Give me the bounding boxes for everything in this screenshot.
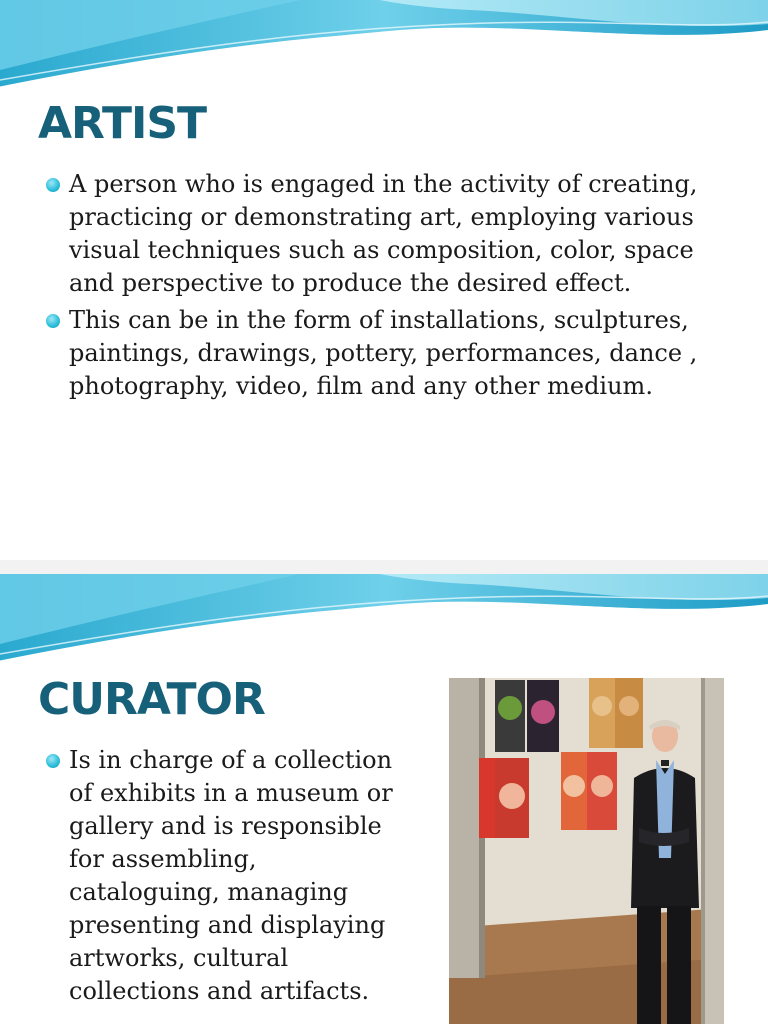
- bullet-item: [46, 168, 746, 300]
- bullet-icon: [46, 314, 60, 328]
- slide-title: ARTIST: [38, 98, 207, 149]
- bullet-item: [46, 744, 396, 1008]
- slide-curator: [0, 574, 768, 1024]
- wave-header-decoration: [0, 0, 768, 95]
- bullet-text: Is in charge of a collection of exhibits in a museum or gallery and is responsible for assembling, cataloguing, managing presenting and displaying artworks, cultural collections and artifacts.: [69, 746, 393, 1005]
- slide-separator: [0, 560, 768, 574]
- bullet-text: This can be in the form of installations, sculptures, paintings, drawings, pottery, performances, dance , photography, video, film and any other medium.: [69, 306, 698, 400]
- wave-header-decoration: [0, 574, 768, 669]
- bullet-icon: [46, 178, 60, 192]
- bullet-item: [46, 304, 746, 403]
- curator-photo: [449, 678, 724, 1024]
- bullet-list: [46, 744, 396, 1012]
- slide-title: CURATOR: [38, 674, 265, 725]
- bullet-text: A person who is engaged in the activity of creating, practicing or demonstrating art, employing various visual techniques such as composition, color, space and perspective to produce the desired effect.: [69, 170, 698, 297]
- bullet-list: [46, 168, 746, 407]
- bullet-icon: [46, 754, 60, 768]
